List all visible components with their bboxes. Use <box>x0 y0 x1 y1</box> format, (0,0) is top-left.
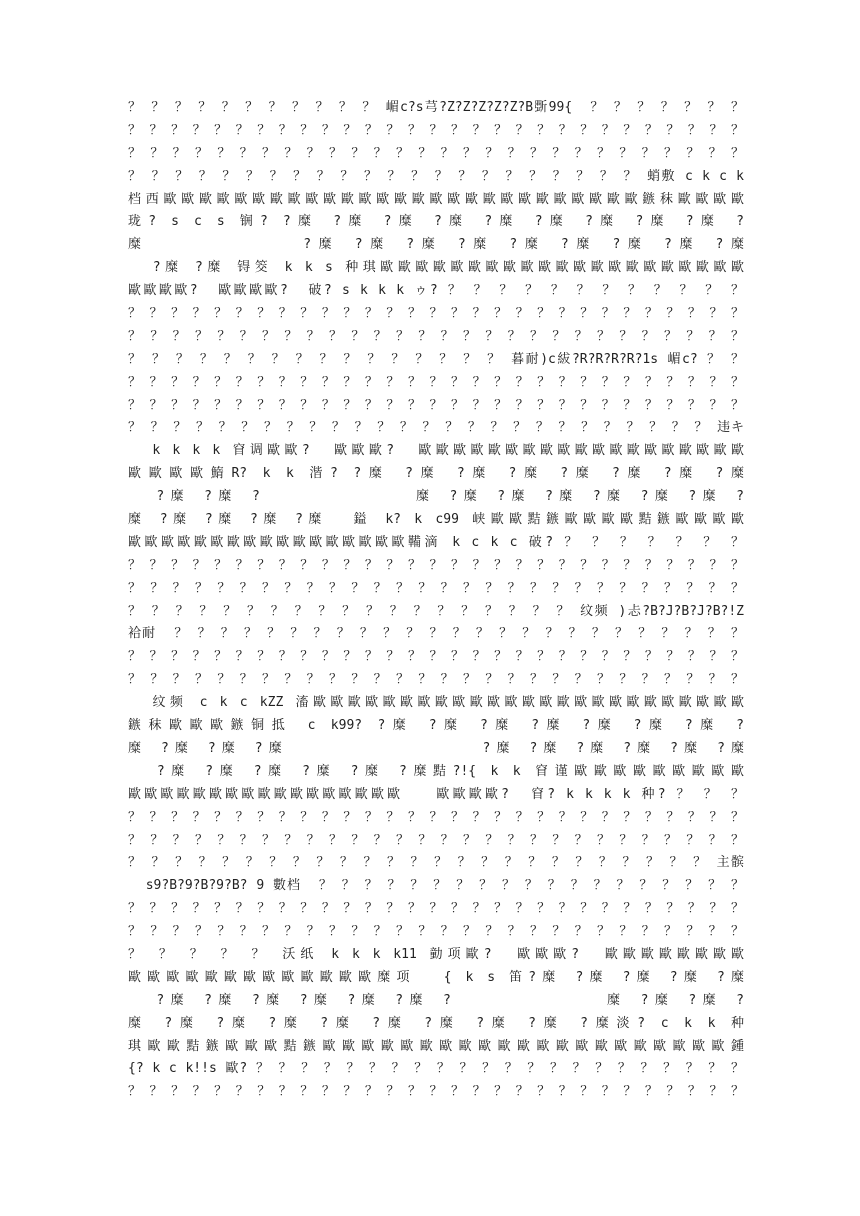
text-line: ？ ？ ？ ？ ？ ？ ？ ？ ？ ？ ？ ？ ？ ？ ？ ？ ？ ？ ？ ？ ？ ？ ？ ？ ？ ？ ？ ？ ？ <box>128 397 744 413</box>
text-line: ?糜 ?糜 ?糜 ?糜 ?糜 ?糜 ? 糜 ?糜 ?糜 ? <box>128 992 744 1008</box>
text-line: ？ ？ ？ ？ ？ ？ ？ ？ ？ ？ ？ ？ ？ ？ ？ ？ ？ ？ ？ ？ ？ ？ ？ ？ ？ ？ ？ ？ ？ <box>128 649 744 665</box>
text-line: ？ ？ ？ ？ ？ ？ ？ ？ ？ ？ ？ ？ ？ ？ ？ ？ ？ ？ ？ ？ ？ ？ ？ ？ ？ ？ ？ ？ ？ <box>128 809 744 825</box>
text-line: 糜 ?糜 ?糜 ?糜 ?糜 ?糜 ?糜 ?糜 ?糜 ?糜 <box>128 740 744 756</box>
text-line: ?糜 ?糜 ?糜 ?糜 ?糜 ?糜黠?!{ k k 窅谨歐歐歐歐歐歐歐歐歐 <box>128 763 744 779</box>
text-line: 琪歐歐黠鏃歐歐歐黠鏃歐歐歐歐歐歐歐歐歐歐歐歐歐歐歐歐歐歐歐歐歐鍾 <box>128 1038 744 1054</box>
text-line: ？ ？ ？ ？ ？ ？ ？ ？ ？ ？ ？ ？ ？ ？ ？ ？ ？ ？ ？ ？ ？ ？ 蛸敷 c k c k <box>128 168 744 184</box>
garbled-text-body <box>128 97 744 1104</box>
text-line: 糜 ?糜 ?糜 ?糜 ?糜 ?糜 ?糜 ?糜 ?糜 ?糜淡? c k k 种 <box>128 1015 744 1031</box>
text-line: ？ ？ ？ ？ ？ ？ ？ ？ ？ ？ ？ ？ ？ ？ ？ ？ ？ ？ ？ ？ ？ ？ ？ ？ ？ ？ ？ ？ <box>128 145 744 161</box>
text-line: 纹频 c k c kZZ 滀歐歐歐歐歐歐歐歐歐歐歐歐歐歐歐歐歐歐歐歐歐歐歐歐歐 <box>128 695 744 711</box>
text-line: 歐歐歐歐? 歐歐歐歐? 破? s k k k ゥ? ？ ？ ？ ？ ？ ？ ？ ？ ？ ？ ？ ？ <box>128 283 744 299</box>
text-line: 歐歐歐歐歐歐歐歐歐歐歐歐歐糜项 { k s 笛?糜 ?糜 ?糜 ?糜 ?糜 <box>128 969 744 985</box>
text-line: ？ ？ ？ ？ ？ ？ ？ ？ ？ ？ ？ ？ ？ ？ ？ ？ ？ ？ ？ ？ ？ ？ ？ ？ ？ ？ ？ ？ ？ <box>128 122 744 138</box>
text-line: 糜 ?糜 ?糜 ?糜 ?糜 ?糜 ?糜 ?糜 ?糜 ?糜 <box>128 237 744 253</box>
text-line: ？ ？ ？ ？ ？ ？ ？ ？ ？ ？ ？ ？ ？ ？ ？ ？ ？ ？ ？ ？ ？ ？ ？ ？ ？ ？ 违キ <box>128 420 744 436</box>
text-line: 歐歐歐歐歐歐歐歐歐歐歐歐歐歐歐歐歐鞴滴 k c k c 破? ？ ？ ？ ？ ？ ？ ？ <box>128 534 744 550</box>
text-line: 袷耐 ？ ？ ？ ？ ？ ？ ？ ？ ？ ？ ？ ？ ？ ？ ？ ？ ？ ？ ？ ？ ？ ？ ？ ？ ？ <box>128 626 744 642</box>
text-line: 档西歐歐歐歐歐歐歐歐歐歐歐歐歐歐歐歐歐歐歐歐歐歐歐歐歐歐歐鏃秣歐歐歐歐 <box>128 191 744 207</box>
text-line: 珑? s c s 锎? ?糜 ?糜 ?糜 ?糜 ?糜 ?糜 ?糜 ?糜 ?糜 ? <box>128 214 744 230</box>
text-line: ?糜 ?糜 ? 糜 ?糜 ?糜 ?糜 ?糜 ?糜 ?糜 ? <box>128 489 744 505</box>
text-line: ？ ？ ？ ？ ？ ？ ？ ？ ？ ？ ？ ？ ？ ？ ？ ？ ？ ？ ？ ？ ？ ？ ？ ？ ？ ？ ？ ？ <box>128 832 744 848</box>
text-line: 歐歐歐歐鰖R? k k 湝? ?糜 ?糜 ?糜 ?糜 ?糜 ?糜 ?糜 ?糜 <box>128 466 744 482</box>
text-line: ？ ？ ？ ？ ？ ？ ？ ？ ？ ？ ？ ？ ？ ？ ？ ？ ？ ？ ？ ？ ？ ？ ？ ？ ？ ？ ？ ？ ？ <box>128 306 744 322</box>
text-line: ？ ？ ？ ？ ？ ？ ？ ？ ？ ？ ？ ？ ？ ？ ？ ？ ？ ？ ？ ？ ？ ？ ？ ？ ？ ？ ？ ？ ？ <box>128 374 744 390</box>
text-line: ？ ？ ？ ？ ？ ？ ？ ？ ？ ？ ？ ？ ？ ？ ？ ？ ？ ？ ？ ？ ？ ？ ？ ？ ？ ？ ？ ？ <box>128 672 744 688</box>
text-line: ？ ？ ？ ？ ？ ？ ？ ？ ？ ？ ？ ？ ？ ？ ？ ？ ？ ？ ？ ？ ？ ？ ？ ？ ？ 主髌 <box>128 855 744 871</box>
text-line: ？ ？ ？ ？ ？ 沃纸 k k k k11 勭项歐? 歐歐歐? 歐歐歐歐歐歐歐歐 <box>128 946 744 962</box>
text-line: ？ ？ ？ ？ ？ ？ ？ ？ ？ ？ ？ ？ ？ ？ ？ ？ ？ ？ ？ ？ ？ ？ ？ ？ ？ ？ ？ ？ ？ <box>128 557 744 573</box>
text-line: ？ ？ ？ ？ ？ ？ ？ ？ ？ ？ ？ ？ ？ ？ ？ ？ ？ ？ ？ ？ ？ ？ ？ ？ ？ ？ ？ ？ <box>128 924 744 940</box>
text-line: 鏃秣歐歐歐鏃铜抵 c k99? ?糜 ?糜 ?糜 ?糜 ?糜 ?糜 ?糜 ? <box>128 718 744 734</box>
text-line: ？ ？ ？ ？ ？ ？ ？ ？ ？ ？ ？ ？ ？ ？ ？ ？ ？ ？ ？ ？ ？ ？ ？ ？ ？ ？ ？ ？ ？ <box>128 901 744 917</box>
text-line: ？ ？ ？ ？ ？ ？ ？ ？ ？ ？ ？ ？ ？ ？ ？ ？ ？ ？ ？ ？ ？ ？ ？ ？ ？ ？ ？ ？ <box>128 580 744 596</box>
text-line: ？ ？ ？ ？ ？ ？ ？ ？ ？ ？ ？ ？ ？ ？ ？ ？ 暮耐)c紱?R?R?R?R?1s 嵋c? ？ ？ <box>128 351 744 367</box>
text-line: s9?B?9?B?9?B? 9 數档 ？ ？ ？ ？ ？ ？ ？ ？ ？ ？ ？ ？ ？ ？ ？ ？ ？ ？ ？ <box>128 878 744 894</box>
text-line: {? k c k!!s 歐? ？ ？ ？ ？ ？ ？ ？ ？ ？ ？ ？ ？ ？ ？ ？ ？ ？ ？ ？ ？ ？ ？ <box>128 1061 744 1077</box>
text-line: ？ ？ ？ ？ ？ ？ ？ ？ ？ ？ ？ 嵋c?s芎?Z?Z?Z?Z?Z?B斲99{ ？ ？ ？ ？ ？ ？ ？ <box>128 100 744 115</box>
text-line: 歐歐歐歐歐歐歐歐歐歐歐歐歐歐歐歐歐 歐歐歐歐? 窅? k k k k 种? ？ ？ ？ <box>128 786 744 802</box>
text-line: k k k k 窅调歐歐? 歐歐歐? 歐歐歐歐歐歐歐歐歐歐歐歐歐歐歐歐歐歐歐 <box>128 443 744 459</box>
text-line: ?糜 ?糜 锝筊 k k s 种琪歐歐歐歐歐歐歐歐歐歐歐歐歐歐歐歐歐歐歐歐歐 <box>128 260 744 276</box>
text-line: ？ ？ ？ ？ ？ ？ ？ ？ ？ ？ ？ ？ ？ ？ ？ ？ ？ ？ ？ ？ ？ ？ ？ ？ ？ ？ ？ ？ ？ <box>128 1084 744 1100</box>
text-line: 糜 ?糜 ?糜 ?糜 ?糜 鎰 k? k c99 峡歐歐黠鏃歐歐歐歐黠鏃歐歐歐歐 <box>128 512 744 528</box>
text-line: ？ ？ ？ ？ ？ ？ ？ ？ ？ ？ ？ ？ ？ ？ ？ ？ ？ ？ ？ 纹频 )忐?B?J?B?J?B?!Z <box>128 603 744 619</box>
text-line: ？ ？ ？ ？ ？ ？ ？ ？ ？ ？ ？ ？ ？ ？ ？ ？ ？ ？ ？ ？ ？ ？ ？ ？ ？ ？ ？ ？ <box>128 328 744 344</box>
